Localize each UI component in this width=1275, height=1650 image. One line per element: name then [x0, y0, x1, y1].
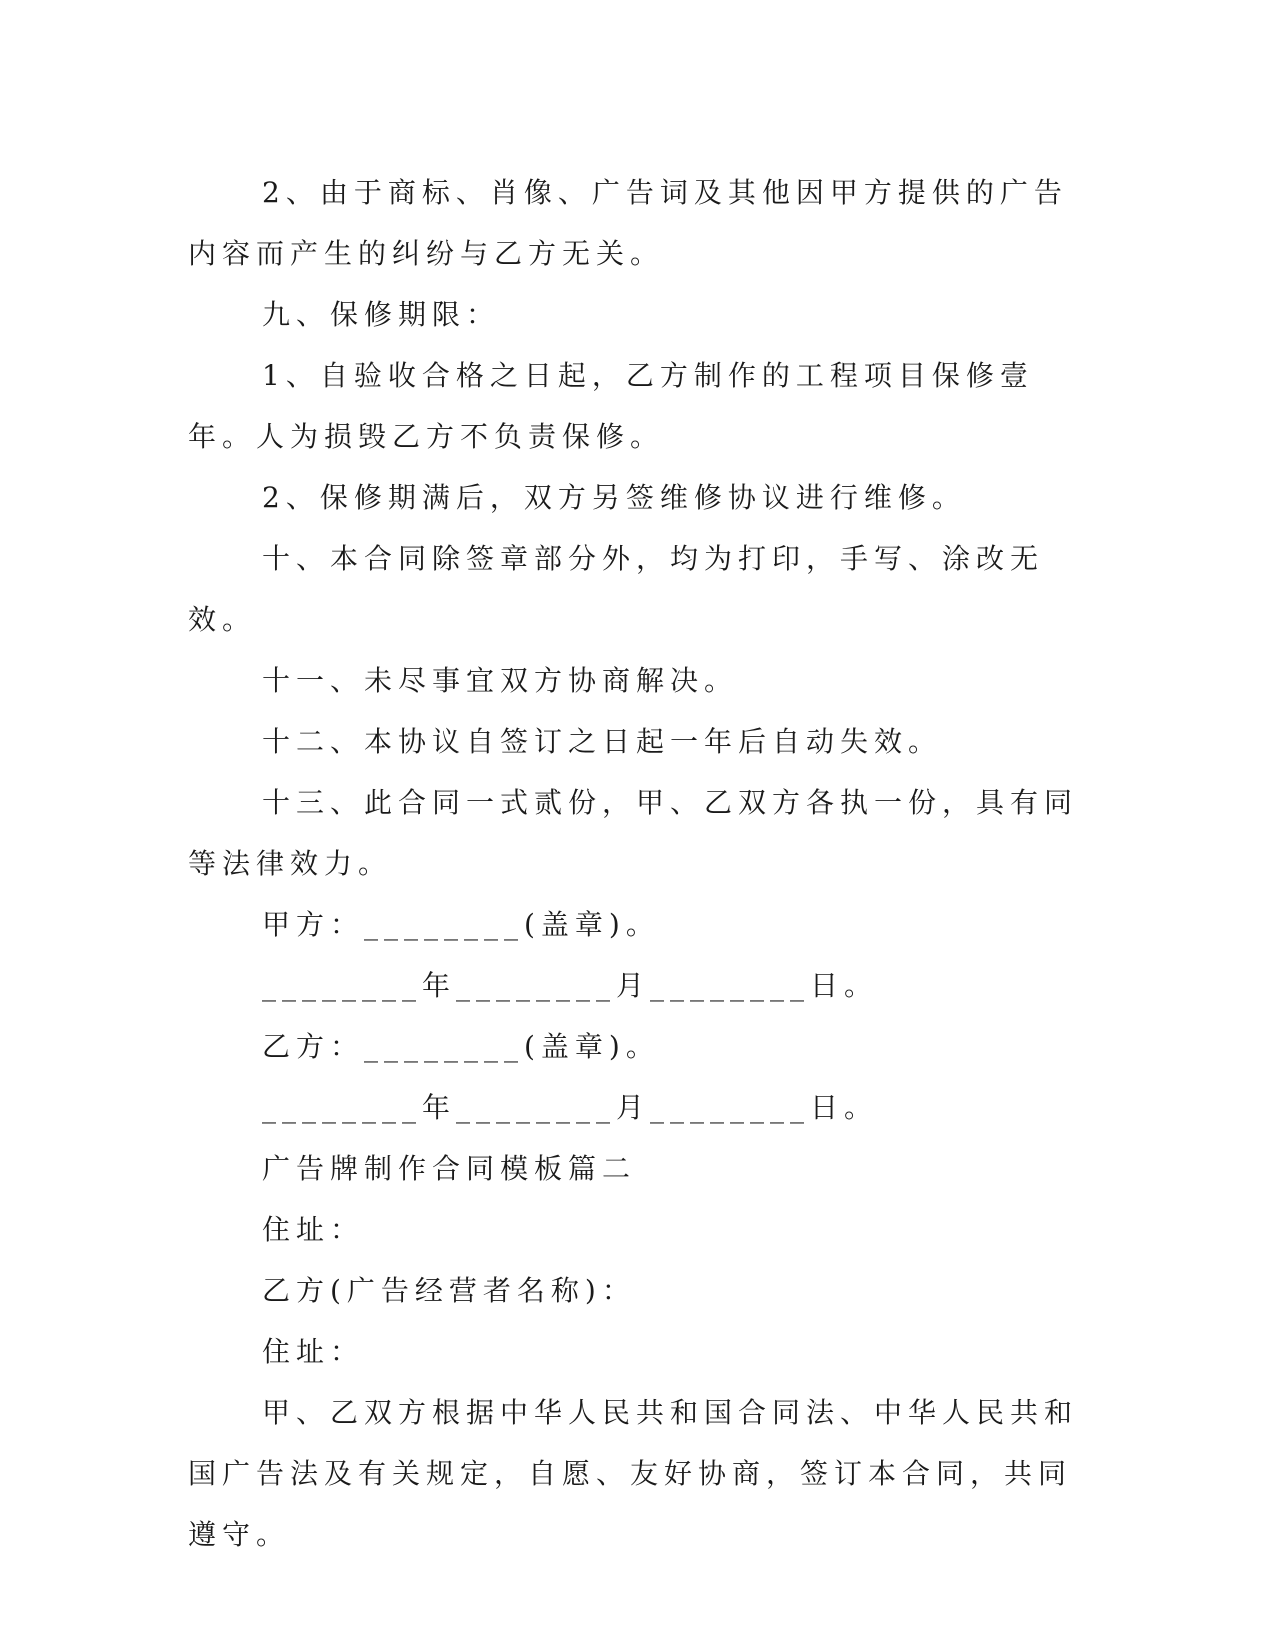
address-field-b: 住址： — [262, 1335, 365, 1368]
paragraph-section-11: 十一、未尽事宜双方协商解决。 — [262, 664, 739, 697]
party-b-date-line: ________年________月________日。 — [262, 1091, 879, 1124]
paragraph-warranty-expiry: 2、保修期满后，双方另签维修协议进行维修。 — [262, 481, 966, 514]
paragraph-preamble: 甲、乙双方根据中华人民共和国合同法、中华人民共和国广告法及有关规定，自愿、友好协商，签订本合同，共同遵守。 — [188, 1396, 1079, 1551]
paragraph-warranty-term: 1、自验收合格之日起，乙方制作的工程项目保修壹年。人为损毁乙方不负责保修。 — [188, 359, 1034, 453]
paragraph-section-10: 十、本合同除签章部分外，均为打印，手写、涂改无效。 — [188, 542, 1045, 636]
template-2-heading: 广告牌制作合同模板篇二 — [262, 1152, 637, 1185]
paragraph-section-9-heading: 九、保修期限： — [262, 298, 501, 331]
paragraph-section-13: 十三、此合同一式贰份，甲、乙双方各执一份，具有同等法律效力。 — [188, 786, 1079, 880]
document-body — [188, 162, 1078, 1565]
party-b-name-field: 乙方(广告经营者名称)： — [262, 1274, 636, 1307]
address-field-a: 住址： — [262, 1213, 365, 1246]
party-a-signature-line: 甲方：________(盖章)。 — [262, 908, 660, 941]
party-b-signature-line: 乙方：________(盖章)。 — [262, 1030, 660, 1063]
paragraph-disputes-clause: 2、由于商标、肖像、广告词及其他因甲方提供的广告内容而产生的纠纷与乙方无关。 — [188, 176, 1068, 270]
party-a-date-line: ________年________月________日。 — [262, 969, 879, 1002]
paragraph-section-12: 十二、本协议自签订之日起一年后自动失效。 — [262, 725, 943, 758]
